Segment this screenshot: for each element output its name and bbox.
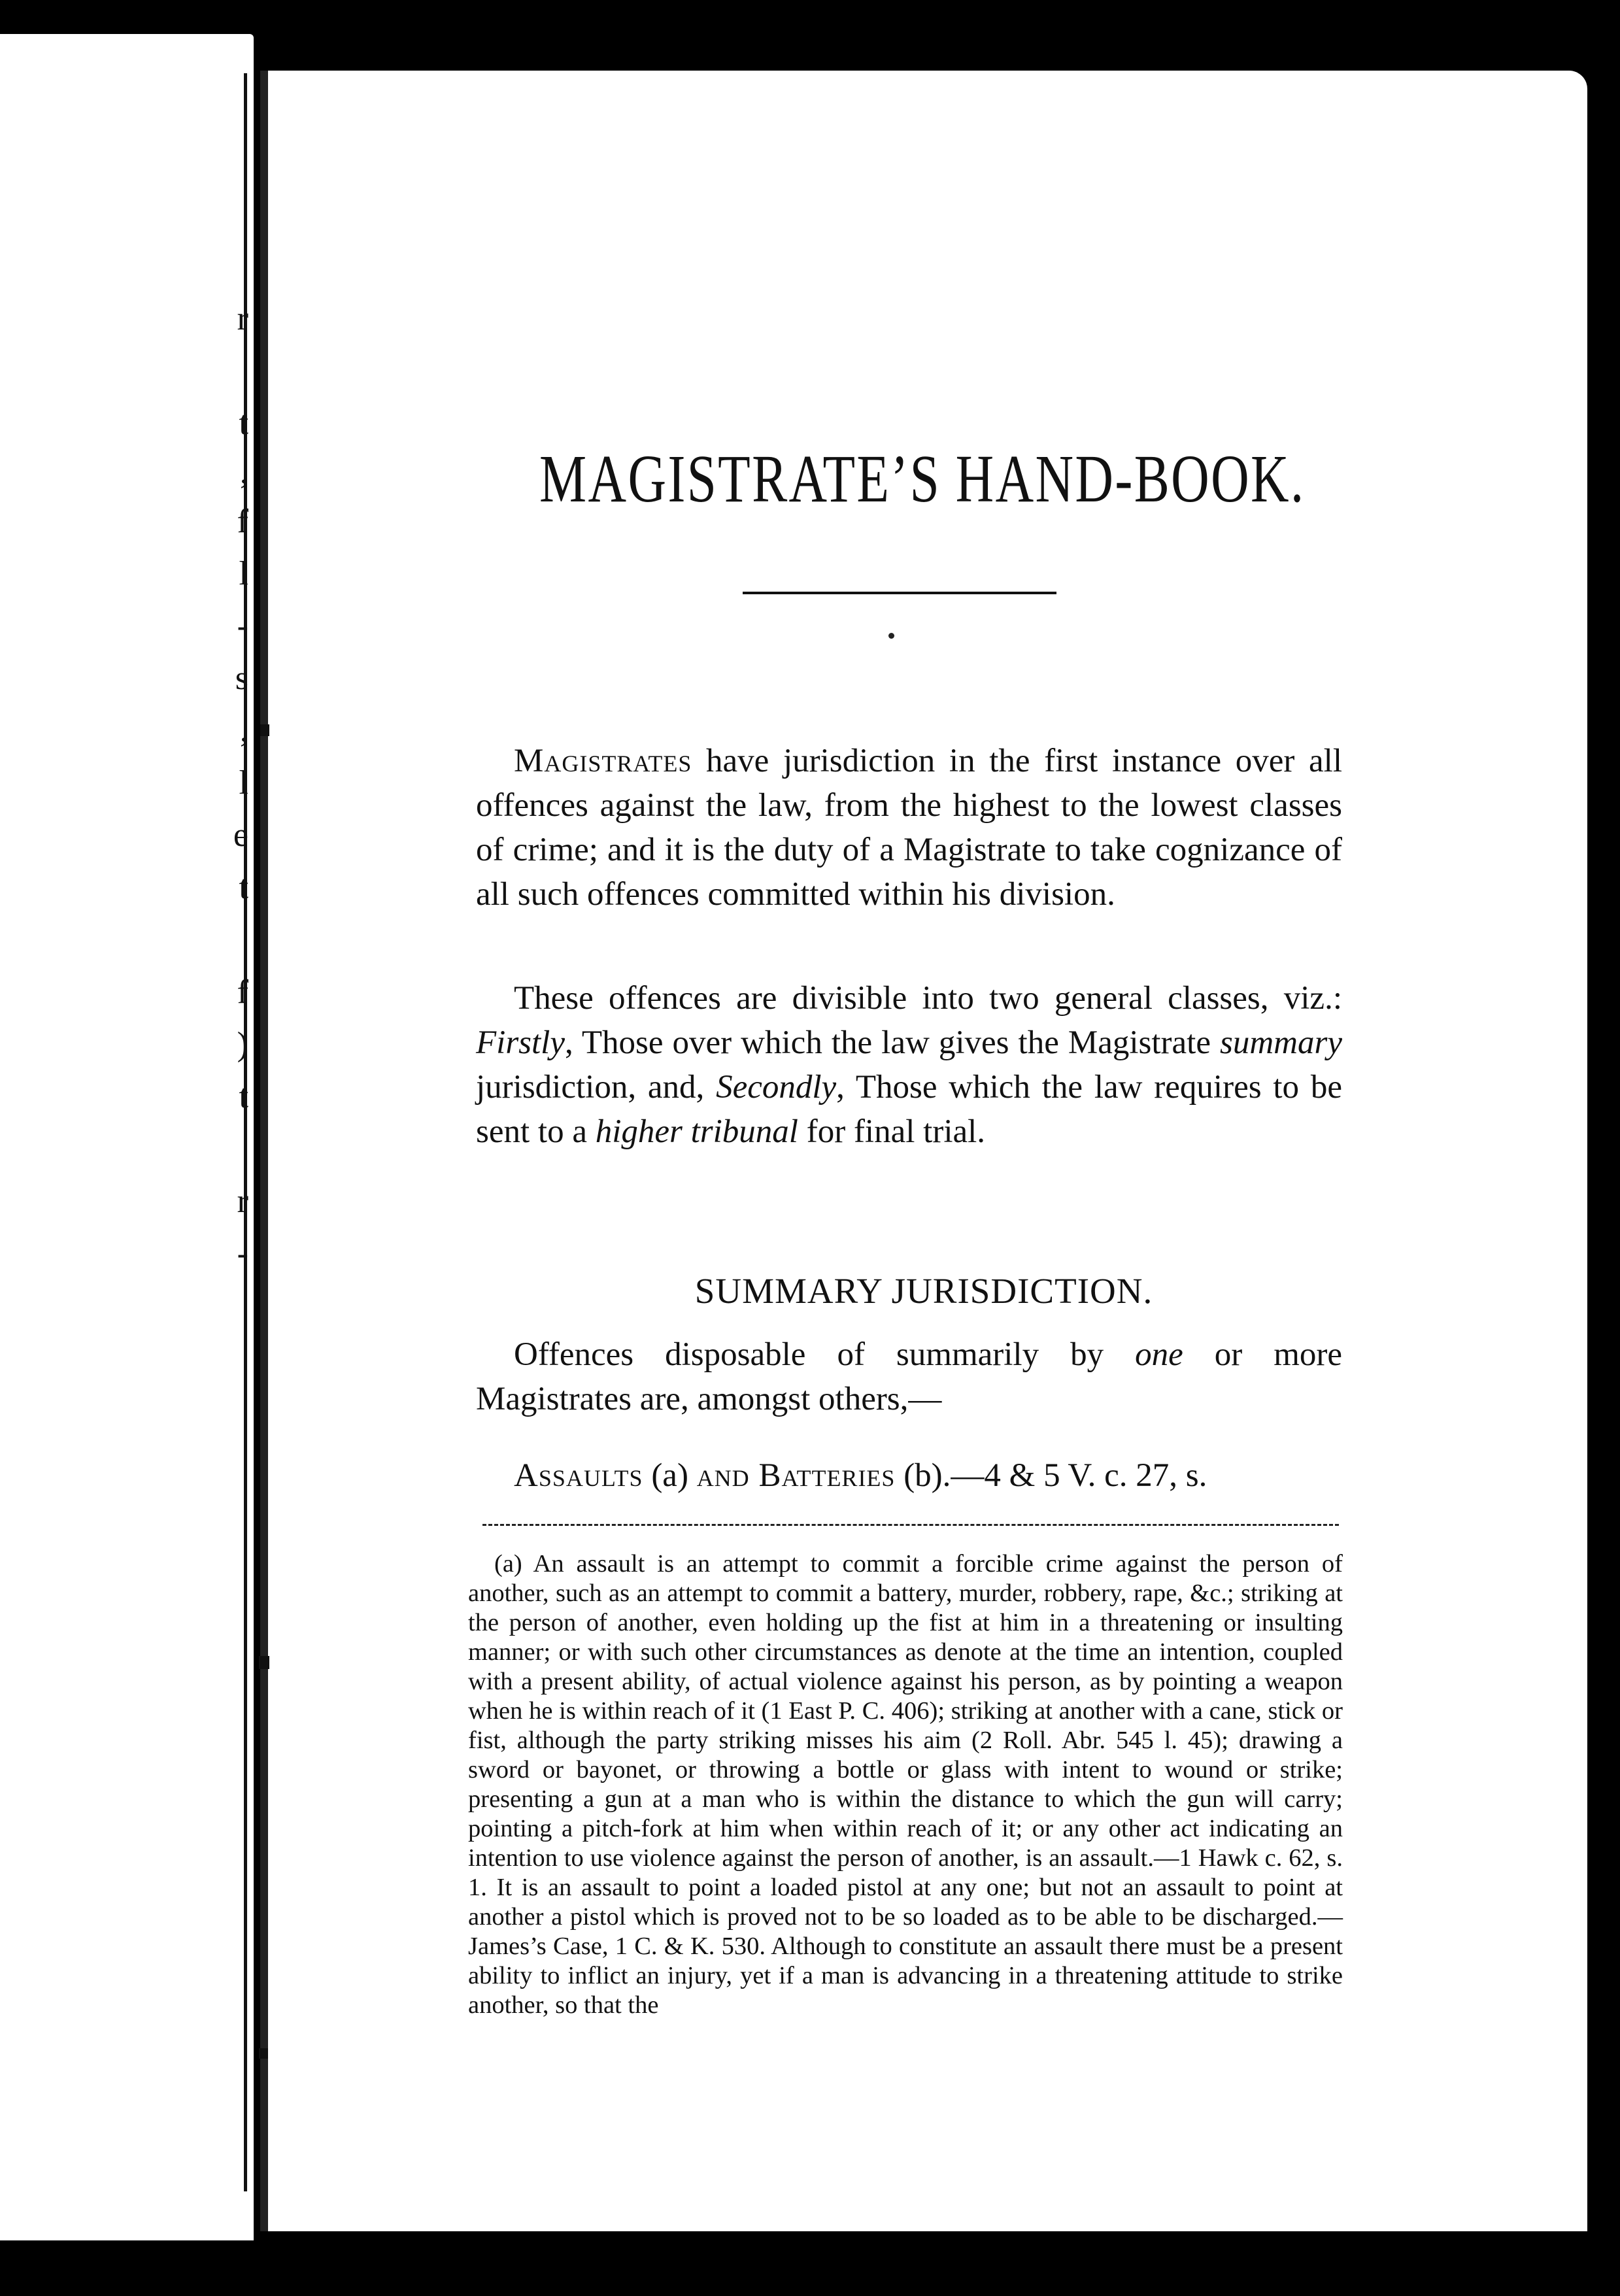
- margin-speck: [259, 2048, 268, 2059]
- left-page-fragment: l: [239, 764, 248, 802]
- paragraph-text: (b).—4 & 5 V. c. 27, s.: [895, 1457, 1207, 1494]
- left-page-fragment: r: [237, 1183, 248, 1220]
- paragraph-text: jurisdiction, and,: [476, 1069, 717, 1106]
- page-title: MAGISTRATE’S HAND-BOOK.: [539, 441, 1306, 516]
- section-heading: SUMMARY JURISDICTION.: [694, 1271, 1153, 1311]
- paragraph-offences: [476, 1332, 1342, 1421]
- left-page-fragment: f: [237, 503, 248, 540]
- left-page-fragment: ,: [240, 454, 248, 491]
- emphasis-summary: summary: [1220, 1024, 1342, 1061]
- book-page: [260, 71, 1587, 2231]
- paragraph-assaults: [476, 1453, 1342, 1498]
- paragraph-text: have jurisdiction in the first instance over all offences against the law, from the highest to the lowest classes of crime; and it is the duty of a Magistrate to take cognizance of all such offences committed within his division.: [476, 743, 1342, 913]
- left-page-fragment: t: [239, 1078, 248, 1115]
- left-page-fragment: e: [233, 817, 248, 854]
- left-page-fragment: r: [237, 300, 248, 337]
- left-page-fragment: t: [239, 405, 248, 442]
- paragraph-text: for final trial.: [798, 1113, 986, 1150]
- footnote-text: (a) An assault is an attempt to commit a forcible crime against the person of another, such as an attempt to commit a battery, murder, robbery, rape, &c.; striking at the person of another, even holding up the fist at him in a threatening or insulting manner; or with such other circumstances as denote at the time an intention, coupled with a present ability, of actual violence against his person, as by pointing a weapon when he is within reach of it (1 East P. C. 406); striking at another with a cane, stick or fist, although the party striking misses his aim (2 Roll. Abr. 545 l. 45); drawing a sword or bayonet, or throwing a bottle or glass with intent to wound or strike; presenting a gun at a man who is within the distance to which the gun will carry; pointing a pitch-fork at him when within reach of it; or any other act indicating an intention to use violence against the person of another, is an assault.—1 Hawk c. 62, s. 1. It is an assault to point a loaded pistol at any one; but not an assault to point at another a pistol which is proved not to be so loaded as to be able to be discharged.—James’s Case, 1 C. & K. 530. Although to constitute an assault there must be a present ability to inflict an injury, yet if a man is advancing in a threatening attitude to strike another, so that the: [468, 1550, 1343, 2019]
- paragraph-text: (a): [643, 1457, 697, 1494]
- small-caps-and: and: [696, 1457, 750, 1494]
- left-page-fragment: f: [237, 973, 248, 1011]
- title-rule: [743, 592, 1056, 594]
- page-binding-shadow: [260, 71, 268, 2231]
- margin-speck: [260, 724, 269, 736]
- left-page-fragment: ): [237, 1026, 248, 1063]
- emphasis-secondly: Secondly: [716, 1069, 837, 1106]
- small-caps-assaults: Assaults: [514, 1457, 643, 1494]
- paragraph-jurisdiction: [476, 739, 1342, 917]
- paragraph-text: or more Magistrates are, amongst others,—: [476, 1336, 1342, 1417]
- emphasis-firstly: Firstly: [476, 1024, 565, 1061]
- left-page-fragment: -: [237, 607, 248, 645]
- paragraph-classes: [476, 976, 1342, 1154]
- emphasis-higher-tribunal: higher tribunal: [595, 1113, 798, 1150]
- left-page-fragment: t: [239, 869, 248, 906]
- lead-word: Magistrates: [514, 743, 692, 779]
- small-caps-batteries: Batteries: [749, 1457, 896, 1494]
- left-page-fragment: ,: [240, 712, 248, 749]
- paragraph-text: Offences disposable of summarily by: [514, 1336, 1136, 1373]
- ornament-dot: [888, 633, 894, 639]
- gutter-line: [244, 73, 247, 2191]
- paragraph-text: , Those which the law requires to be sent to a: [476, 1069, 1343, 1150]
- left-page-edge: [0, 34, 254, 2240]
- left-page-fragment: s: [235, 660, 248, 697]
- paragraph-text: These offences are divisible into two general classes, viz.:: [514, 980, 1342, 1017]
- left-page-fragment: l: [239, 555, 248, 592]
- margin-speck: [259, 1656, 269, 1669]
- footnote: [468, 1549, 1343, 2020]
- footnote-separator: [482, 1524, 1339, 1526]
- emphasis-one: one: [1135, 1336, 1183, 1373]
- paragraph-text: , Those over which the law gives the Magistrate: [565, 1024, 1220, 1061]
- left-page-fragment: -: [237, 1235, 248, 1272]
